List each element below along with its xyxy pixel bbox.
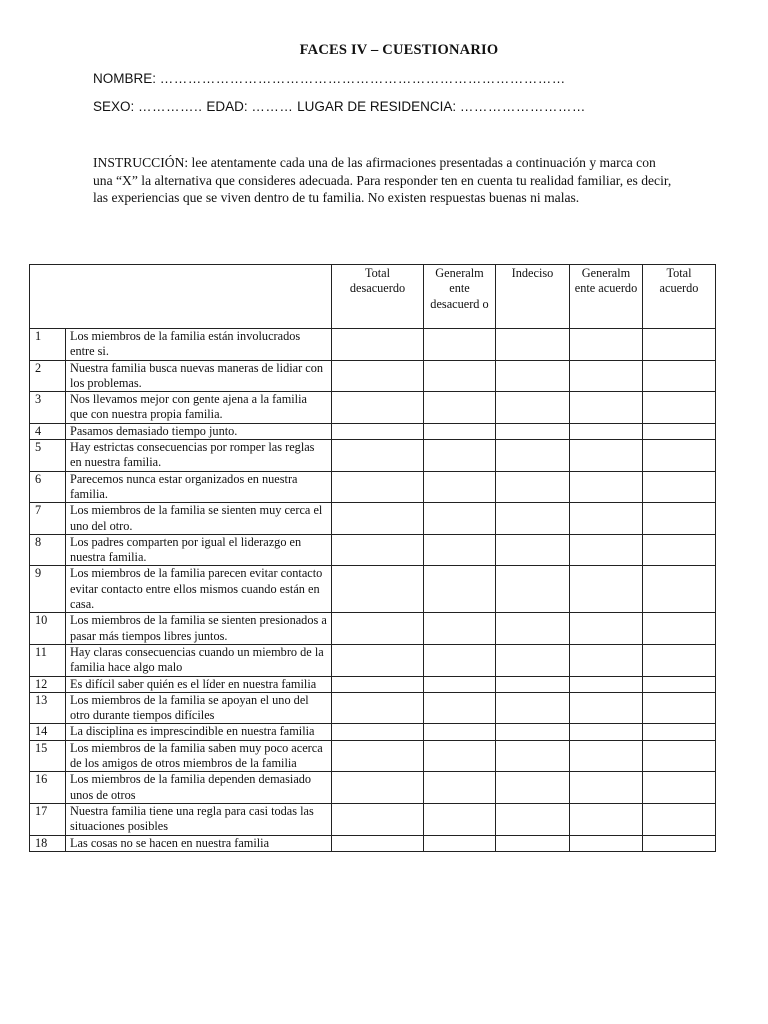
answer-cell-generalmente-acuerdo[interactable]	[570, 692, 643, 724]
item-number: 5	[30, 440, 66, 472]
answer-cell-total-desacuerdo[interactable]	[332, 613, 424, 645]
answer-cell-generalmente-desacuerdo[interactable]	[424, 440, 496, 472]
answer-cell-generalmente-acuerdo[interactable]	[570, 566, 643, 613]
item-number: 16	[30, 772, 66, 804]
table-row	[30, 329, 716, 361]
answer-cell-total-acuerdo[interactable]	[643, 360, 716, 392]
answer-cell-total-acuerdo[interactable]	[643, 471, 716, 503]
table-row	[30, 644, 716, 676]
answer-cell-indeciso[interactable]	[496, 423, 570, 439]
table-row	[30, 803, 716, 835]
answer-cell-generalmente-acuerdo[interactable]	[570, 534, 643, 566]
header-generalmente-desacuerdo: Generalm ente desacuerd o	[424, 265, 496, 329]
answer-cell-total-acuerdo[interactable]	[643, 676, 716, 692]
table-body	[30, 329, 716, 852]
personal-info-line	[93, 99, 586, 114]
answer-cell-indeciso[interactable]	[496, 566, 570, 613]
answer-cell-total-desacuerdo[interactable]	[332, 534, 424, 566]
answer-cell-total-desacuerdo[interactable]	[332, 835, 424, 851]
answer-cell-generalmente-acuerdo[interactable]	[570, 503, 643, 535]
answer-cell-total-desacuerdo[interactable]	[332, 724, 424, 740]
answer-cell-generalmente-acuerdo[interactable]	[570, 471, 643, 503]
answer-cell-total-acuerdo[interactable]	[643, 392, 716, 424]
table-row	[30, 772, 716, 804]
answer-cell-indeciso[interactable]	[496, 692, 570, 724]
item-statement: Los miembros de la familia saben muy poco acerca de los amigos de otros miembros de la familia	[66, 740, 332, 772]
table-row	[30, 503, 716, 535]
answer-cell-total-desacuerdo[interactable]	[332, 392, 424, 424]
answer-cell-generalmente-acuerdo[interactable]	[570, 740, 643, 772]
answer-cell-generalmente-acuerdo[interactable]	[570, 423, 643, 439]
answer-cell-generalmente-acuerdo[interactable]	[570, 360, 643, 392]
item-statement: Es difícil saber quién es el líder en nuestra familia	[66, 676, 332, 692]
item-number: 3	[30, 392, 66, 424]
header-total-acuerdo: Total acuerdo	[643, 265, 716, 329]
answer-cell-generalmente-desacuerdo[interactable]	[424, 423, 496, 439]
item-statement: Las cosas no se hacen en nuestra familia	[66, 835, 332, 851]
answer-cell-total-acuerdo[interactable]	[643, 423, 716, 439]
answer-cell-total-acuerdo[interactable]	[643, 440, 716, 472]
header-indeciso: Indeciso	[496, 265, 570, 329]
answer-cell-generalmente-acuerdo[interactable]	[570, 772, 643, 804]
answer-cell-generalmente-desacuerdo[interactable]	[424, 803, 496, 835]
item-number: 18	[30, 835, 66, 851]
instruction-text: INSTRUCCIÓN: lee atentamente cada una de las afirmaciones presentadas a continuación y marca con una “X” la alternativa que consideres adecuada. Para responder ten en cuenta tu realidad familiar, es decir, las experiencias que se viven dentro de tu familia. No existen respuestas buenas ni malas.	[93, 155, 672, 205]
answer-cell-total-acuerdo[interactable]	[643, 613, 716, 645]
answer-cell-total-desacuerdo[interactable]	[332, 360, 424, 392]
item-number: 15	[30, 740, 66, 772]
item-statement: Hay estrictas consecuencias por romper las reglas en nuestra familia.	[66, 440, 332, 472]
answer-cell-total-acuerdo[interactable]	[643, 534, 716, 566]
answer-cell-total-desacuerdo[interactable]	[332, 566, 424, 613]
answer-cell-total-desacuerdo[interactable]	[332, 471, 424, 503]
table-row	[30, 360, 716, 392]
answer-cell-generalmente-acuerdo[interactable]	[570, 613, 643, 645]
table-row	[30, 692, 716, 724]
residence-blank[interactable]: ………………………	[459, 99, 586, 114]
item-statement: Los miembros de la familia se apoyan el uno del otro durante tiempos difíciles	[66, 692, 332, 724]
answer-cell-generalmente-acuerdo[interactable]	[570, 835, 643, 851]
item-number: 14	[30, 724, 66, 740]
item-number: 10	[30, 613, 66, 645]
item-statement: Los miembros de la familia están involucrados entre si.	[66, 329, 332, 361]
answer-cell-generalmente-acuerdo[interactable]	[570, 392, 643, 424]
answer-cell-generalmente-desacuerdo[interactable]	[424, 772, 496, 804]
item-statement: Nuestra familia tiene una regla para casi todas las situaciones posibles	[66, 803, 332, 835]
answer-cell-indeciso[interactable]	[496, 329, 570, 361]
item-statement: Pasamos demasiado tiempo junto.	[66, 423, 332, 439]
item-number: 17	[30, 803, 66, 835]
sex-label: SEXO:	[93, 99, 135, 114]
answer-cell-indeciso[interactable]	[496, 724, 570, 740]
answer-cell-total-acuerdo[interactable]	[643, 644, 716, 676]
name-field-line	[93, 71, 566, 86]
table-row	[30, 392, 716, 424]
page-title: FACES IV – CUESTIONARIO	[299, 42, 499, 58]
answer-cell-indeciso[interactable]	[496, 835, 570, 851]
answer-cell-indeciso[interactable]	[496, 534, 570, 566]
item-number: 13	[30, 692, 66, 724]
item-statement: Parecemos nunca estar organizados en nuestra familia.	[66, 471, 332, 503]
name-label: NOMBRE:	[93, 71, 157, 86]
answer-cell-indeciso[interactable]	[496, 503, 570, 535]
answer-cell-total-desacuerdo[interactable]	[332, 740, 424, 772]
table-row	[30, 724, 716, 740]
item-number: 11	[30, 644, 66, 676]
item-statement: Los padres comparten por igual el liderazgo en nuestra familia.	[66, 534, 332, 566]
item-number: 9	[30, 566, 66, 613]
answer-cell-total-desacuerdo[interactable]	[332, 440, 424, 472]
answer-cell-generalmente-desacuerdo[interactable]	[424, 724, 496, 740]
answer-cell-total-acuerdo[interactable]	[643, 724, 716, 740]
answer-cell-indeciso[interactable]	[496, 440, 570, 472]
answer-cell-total-acuerdo[interactable]	[643, 803, 716, 835]
answer-cell-indeciso[interactable]	[496, 392, 570, 424]
answer-cell-generalmente-desacuerdo[interactable]	[424, 835, 496, 851]
answer-cell-generalmente-desacuerdo[interactable]	[424, 392, 496, 424]
answer-cell-total-desacuerdo[interactable]	[332, 644, 424, 676]
item-statement: Los miembros de la familia se sienten muy cerca el uno del otro.	[66, 503, 332, 535]
age-label: EDAD:	[206, 99, 248, 114]
header-generalmente-acuerdo: Generalm ente acuerdo	[570, 265, 643, 329]
item-statement: Los miembros de la familia parecen evitar contacto evitar contacto entre ellos mismos cuando están en casa.	[66, 566, 332, 613]
item-statement: La disciplina es imprescindible en nuestra familia	[66, 724, 332, 740]
answer-cell-total-acuerdo[interactable]	[643, 566, 716, 613]
table-row	[30, 471, 716, 503]
table-row	[30, 835, 716, 851]
item-statement: Los miembros de la familia dependen demasiado unos de otros	[66, 772, 332, 804]
answer-cell-generalmente-desacuerdo[interactable]	[424, 360, 496, 392]
answer-cell-generalmente-desacuerdo[interactable]	[424, 329, 496, 361]
answer-cell-indeciso[interactable]	[496, 613, 570, 645]
age-blank[interactable]: ………	[251, 99, 294, 114]
answer-cell-generalmente-acuerdo[interactable]	[570, 676, 643, 692]
answer-cell-generalmente-acuerdo[interactable]	[570, 803, 643, 835]
answer-cell-generalmente-desacuerdo[interactable]	[424, 471, 496, 503]
answer-cell-indeciso[interactable]	[496, 644, 570, 676]
answer-cell-total-desacuerdo[interactable]	[332, 329, 424, 361]
header-blank-cell	[30, 265, 332, 329]
answer-cell-total-acuerdo[interactable]	[643, 740, 716, 772]
answer-cell-total-acuerdo[interactable]	[643, 835, 716, 851]
name-blank[interactable]: ……………………………………………………………………………	[159, 71, 566, 86]
item-statement: Los miembros de la familia se sienten presionados a pasar más tiempos libres juntos.	[66, 613, 332, 645]
answer-cell-total-acuerdo[interactable]	[643, 692, 716, 724]
item-number: 2	[30, 360, 66, 392]
answer-cell-indeciso[interactable]	[496, 471, 570, 503]
table-header-row	[30, 265, 716, 329]
answer-cell-total-desacuerdo[interactable]	[332, 772, 424, 804]
table-row	[30, 534, 716, 566]
table-row	[30, 423, 716, 439]
answer-cell-generalmente-desacuerdo[interactable]	[424, 534, 496, 566]
answer-cell-indeciso[interactable]	[496, 740, 570, 772]
answer-cell-generalmente-acuerdo[interactable]	[570, 724, 643, 740]
item-number: 1	[30, 329, 66, 361]
item-statement: Nuestra familia busca nuevas maneras de lidiar con los problemas.	[66, 360, 332, 392]
answer-cell-total-acuerdo[interactable]	[643, 772, 716, 804]
sex-blank[interactable]: …………..	[138, 99, 203, 114]
answer-cell-generalmente-desacuerdo[interactable]	[424, 692, 496, 724]
answer-cell-total-acuerdo[interactable]	[643, 329, 716, 361]
questionnaire-table	[29, 264, 716, 852]
answer-cell-total-desacuerdo[interactable]	[332, 803, 424, 835]
table-row	[30, 440, 716, 472]
item-number: 4	[30, 423, 66, 439]
answer-cell-generalmente-acuerdo[interactable]	[570, 329, 643, 361]
item-statement: Hay claras consecuencias cuando un miembro de la familia hace algo malo	[66, 644, 332, 676]
answer-cell-total-desacuerdo[interactable]	[332, 692, 424, 724]
answer-cell-generalmente-desacuerdo[interactable]	[424, 644, 496, 676]
answer-cell-generalmente-desacuerdo[interactable]	[424, 566, 496, 613]
answer-cell-total-desacuerdo[interactable]	[332, 503, 424, 535]
answer-cell-indeciso[interactable]	[496, 360, 570, 392]
header-total-desacuerdo: Total desacuerdo	[332, 265, 424, 329]
residence-label: LUGAR DE RESIDENCIA:	[297, 99, 457, 114]
item-number: 8	[30, 534, 66, 566]
answer-cell-total-desacuerdo[interactable]	[332, 676, 424, 692]
table-row	[30, 676, 716, 692]
answer-cell-indeciso[interactable]	[496, 772, 570, 804]
table-row	[30, 740, 716, 772]
item-number: 6	[30, 471, 66, 503]
item-number: 12	[30, 676, 66, 692]
item-statement: Nos llevamos mejor con gente ajena a la familia que con nuestra propia familia.	[66, 392, 332, 424]
answer-cell-total-desacuerdo[interactable]	[332, 423, 424, 439]
answer-cell-generalmente-acuerdo[interactable]	[570, 644, 643, 676]
answer-cell-generalmente-desacuerdo[interactable]	[424, 613, 496, 645]
table-row	[30, 613, 716, 645]
answer-cell-generalmente-desacuerdo[interactable]	[424, 503, 496, 535]
answer-cell-generalmente-desacuerdo[interactable]	[424, 740, 496, 772]
item-number: 7	[30, 503, 66, 535]
answer-cell-indeciso[interactable]	[496, 676, 570, 692]
answer-cell-indeciso[interactable]	[496, 803, 570, 835]
answer-cell-total-acuerdo[interactable]	[643, 503, 716, 535]
answer-cell-generalmente-acuerdo[interactable]	[570, 440, 643, 472]
answer-cell-generalmente-desacuerdo[interactable]	[424, 676, 496, 692]
table-row	[30, 566, 716, 613]
